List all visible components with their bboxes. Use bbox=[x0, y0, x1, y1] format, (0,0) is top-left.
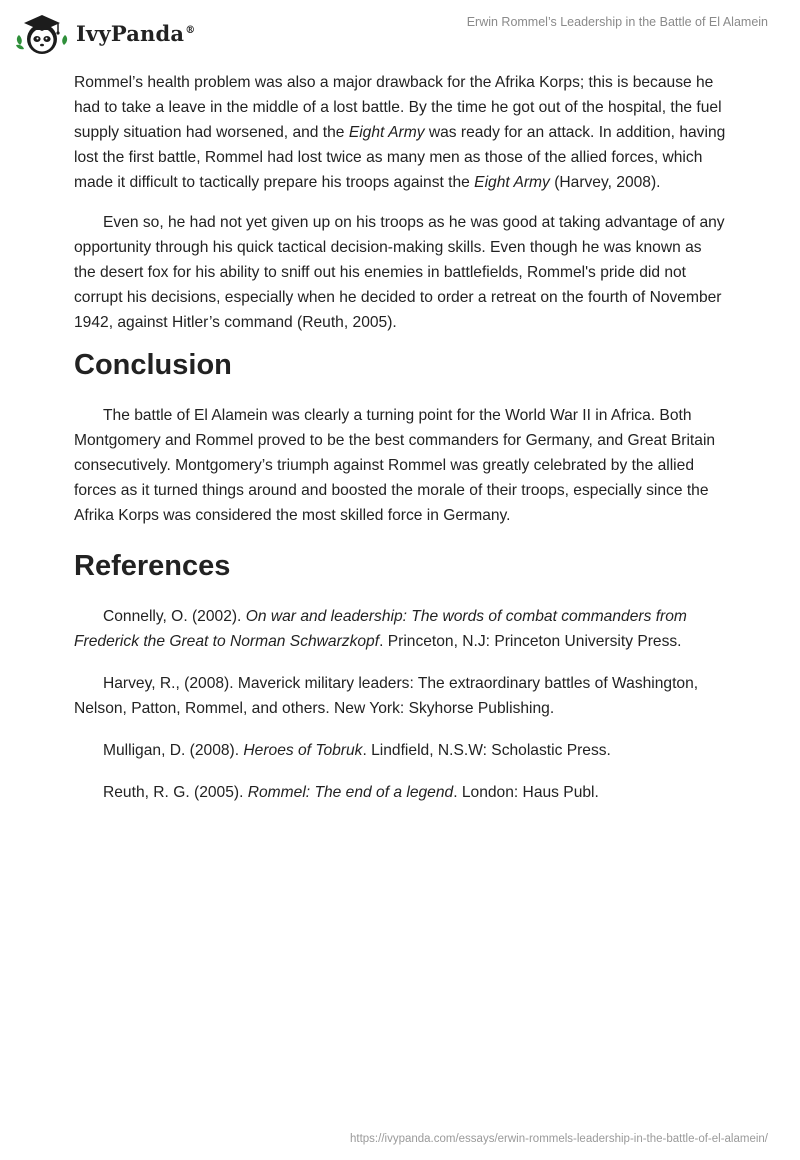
registered-mark: ® bbox=[185, 24, 196, 36]
reference-item: Harvey, R., (2008). Maverick military leaders: The extraordinary battles of Washington, Nelson, Patton, Rommel, and others. New York: Skyhorse Publishing. bbox=[74, 675, 699, 717]
italic-term: Eight Army bbox=[348, 124, 425, 141]
source-url-link[interactable]: https://ivypanda.com/essays/erwin-rommels-leadership-in-the-battle-of-el-alamein/ bbox=[350, 1133, 768, 1145]
conclusion-heading: Conclusion bbox=[74, 349, 232, 381]
reference-item: Mulligan, D. (2008). Heroes of Tobruk. Lindfield, N.S.W: Scholastic Press. bbox=[103, 742, 611, 759]
essay-content bbox=[74, 70, 726, 805]
panda-graduate-icon bbox=[14, 9, 70, 57]
reference-title: On war and leadership: The words of combat commanders from Frederick the Great to Norman Schwarzkopf bbox=[74, 608, 687, 650]
conclusion-paragraph: The battle of El Alamein was clearly a turning point for the World War II in Africa. Both Montgomery and Rommel proved to be the best commanders for Germany, and Great Britain consecutively. Montgomery’s triumph against Rommel was greatly celebrated by the allied forces as it turned things around and boosted the morale of their troops, especially since the Afrika Korps was considered the most skilled force in Germany. bbox=[74, 407, 716, 524]
body-paragraph: Even so, he had not yet given up on his troops as he was good at taking advantage of any opportunity through his quick tactical decision-making skills. Even though he was known as the desert fox for his ability to sniff out his enemies in battlefields, Rommel's pride did not corrupt his decisions, especially when he decided to order a retreat on the fourth of November 1942, against Hitler’s command (Reuth, 2005). bbox=[74, 214, 725, 331]
reference-list bbox=[74, 604, 726, 805]
document-title: Erwin Rommel’s Leadership in the Battle of El Alamein bbox=[466, 15, 768, 29]
body-paragraph: Rommel’s health problem was also a major drawback for the Afrika Korps; this is because he had to take a leave in the middle of a lost battle. By the time he got out of the hospital, the fuel supply situation had worsened, and the Eight Army was ready for an attack. In addition, having lost the first battle, Rommel had lost twice as many men as those of the allied forces, which made it difficult to tactically prepare his troops against the Eight Army (Harvey, 2008). bbox=[74, 74, 726, 191]
logo-text: IvyPanda® bbox=[76, 20, 196, 46]
reference-title: Heroes of Tobruk bbox=[243, 742, 363, 759]
reference-item: Connelly, O. (2002). On war and leadership: The words of combat commanders from Frederick the Great to Norman Schwarzkopf. Princeton, N.J: Princeton University Press. bbox=[74, 608, 687, 650]
ivypanda-logo[interactable] bbox=[14, 8, 195, 58]
italic-term: Eight Army bbox=[474, 174, 550, 191]
reference-item: Reuth, R. G. (2005). Rommel: The end of a legend. London: Haus Publ. bbox=[103, 784, 599, 801]
reference-title: Rommel: The end of a legend bbox=[247, 784, 454, 801]
references-heading: References bbox=[74, 550, 231, 582]
